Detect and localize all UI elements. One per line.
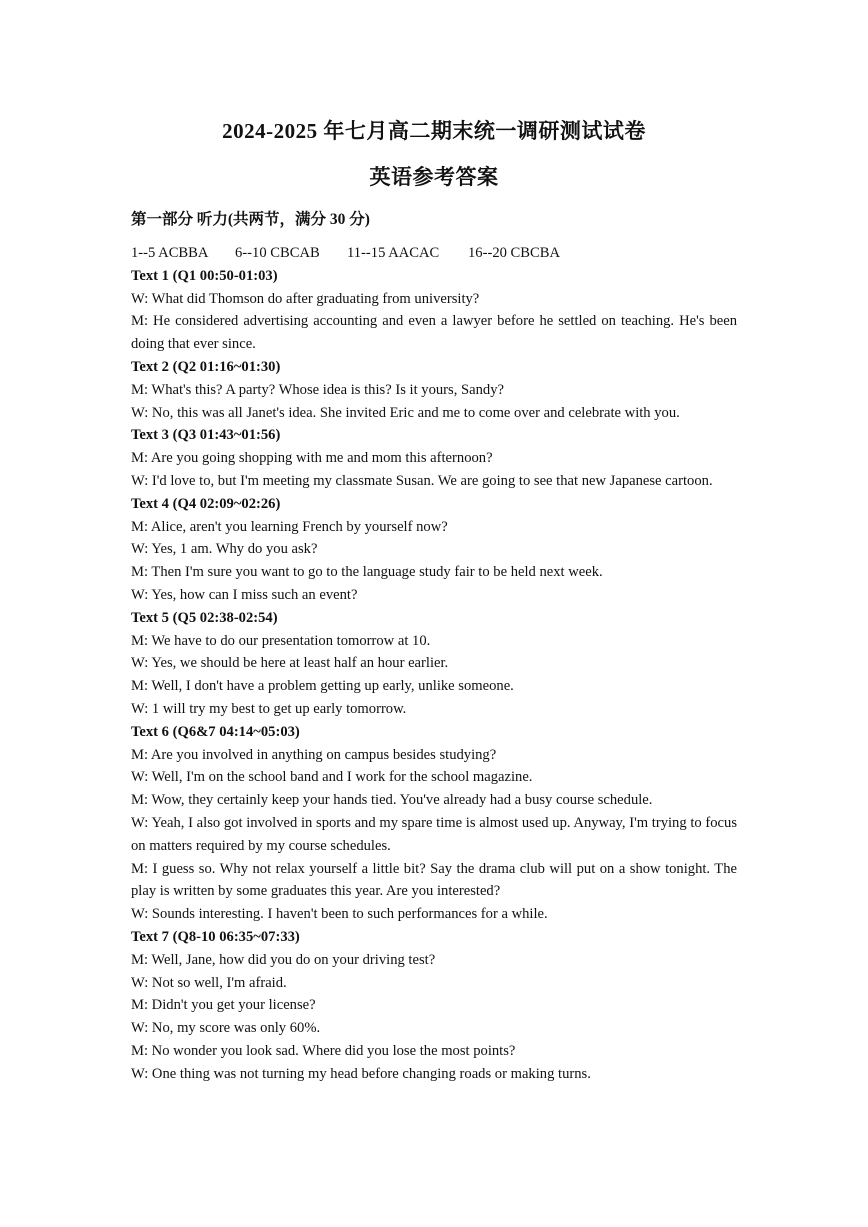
text-heading: Text 7 (Q8-10 06:35~07:33): [131, 928, 300, 945]
dialogue-line: M: Are you involved in anything on campus besides studying?: [131, 746, 497, 763]
answer-group: 1--5 ACBBA: [131, 245, 209, 261]
dialogue-line: W: Yes, how can I miss such an event?: [131, 586, 358, 603]
text-heading: Text 3 (Q3 01:43~01:56): [131, 427, 281, 444]
text-heading: Text 5 (Q5 02:38-02:54): [131, 609, 278, 626]
transcript-text-1: [131, 265, 737, 356]
transcript-text-7: [131, 926, 737, 1086]
document-title: 2024-2025 年七月高二期末统一调研测试试卷: [222, 119, 646, 143]
transcript-text-4: [131, 493, 737, 607]
dialogue-line: M: Alice, aren't you learning French by yourself now?: [131, 518, 448, 535]
dialogue-line: M: Didn't you get your license?: [131, 997, 316, 1014]
dialogue-line: M: Wow, they certainly keep your hands tied. You've already had a busy course schedule.: [131, 792, 653, 809]
dialogue-line: M: No wonder you look sad. Where did you lose the most points?: [131, 1042, 516, 1059]
dialogue-line: M: He considered advertising accounting and even a lawyer before he settled on teaching. He's been doing that ever since.: [131, 313, 737, 353]
dialogue-line: W: 1 will try my best to get up early tomorrow.: [131, 700, 407, 717]
dialogue-line: M: Then I'm sure you want to go to the language study fair to be held next week.: [131, 564, 603, 581]
text-heading: Text 4 (Q4 02:09~02:26): [131, 495, 281, 512]
answer-key-row: [131, 242, 737, 265]
dialogue-line: W: Not so well, I'm afraid.: [131, 974, 287, 991]
text-heading: Text 6 (Q6&7 04:14~05:03): [131, 723, 300, 740]
transcript-text-2: [131, 356, 737, 424]
dialogue-line: W: Well, I'm on the school band and I work for the school magazine.: [131, 769, 533, 786]
section-heading: 第一部分 听力(共两节，满分 30 分): [131, 211, 370, 228]
transcript-text-3: [131, 424, 737, 492]
dialogue-line: M: We have to do our presentation tomorrow at 10.: [131, 632, 431, 649]
document-subtitle: 英语参考答案: [369, 165, 499, 189]
answer-group: 11--15 AACAC: [347, 245, 440, 261]
dialogue-line: W: Yeah, I also got involved in sports and my spare time is almost used up. Anyway, I'm trying to focus on matters required by my course schedules.: [131, 814, 737, 854]
text-heading: Text 1 (Q1 00:50-01:03): [131, 267, 278, 284]
answer-group: 16--20 CBCBA: [468, 245, 561, 261]
dialogue-line: M: Are you going shopping with me and mom this afternoon?: [131, 450, 493, 467]
answer-group: 6--10 CBCAB: [235, 245, 320, 261]
dialogue-line: W: No, this was all Janet's idea. She invited Eric and me to come over and celebrate with you.: [131, 404, 680, 421]
dialogue-line: W: I'd love to, but I'm meeting my classmate Susan. We are going to see that new Japanese cartoon.: [131, 472, 713, 489]
dialogue-line: W: No, my score was only 60%.: [131, 1020, 321, 1037]
listening-content: [131, 242, 737, 1085]
text-heading: Text 2 (Q2 01:16~01:30): [131, 358, 281, 375]
dialogue-line: W: Yes, 1 am. Why do you ask?: [131, 541, 318, 558]
transcript-text-6: [131, 721, 737, 926]
dialogue-line: M: What's this? A party? Whose idea is this? Is it yours, Sandy?: [131, 381, 504, 398]
dialogue-line: W: Sounds interesting. I haven't been to such performances for a while.: [131, 906, 548, 923]
dialogue-line: W: Yes, we should be here at least half an hour earlier.: [131, 655, 449, 672]
dialogue-line: W: One thing was not turning my head before changing roads or making turns.: [131, 1065, 591, 1082]
transcript-text-5: [131, 607, 737, 721]
dialogue-line: M: Well, I don't have a problem getting up early, unlike someone.: [131, 678, 514, 695]
dialogue-line: W: What did Thomson do after graduating from university?: [131, 290, 480, 307]
dialogue-line: M: Well, Jane, how did you do on your driving test?: [131, 951, 436, 968]
dialogue-line: M: I guess so. Why not relax yourself a little bit? Say the drama club will put on a show tonight. The play is written by some graduates this year. Are you interested?: [131, 860, 737, 900]
